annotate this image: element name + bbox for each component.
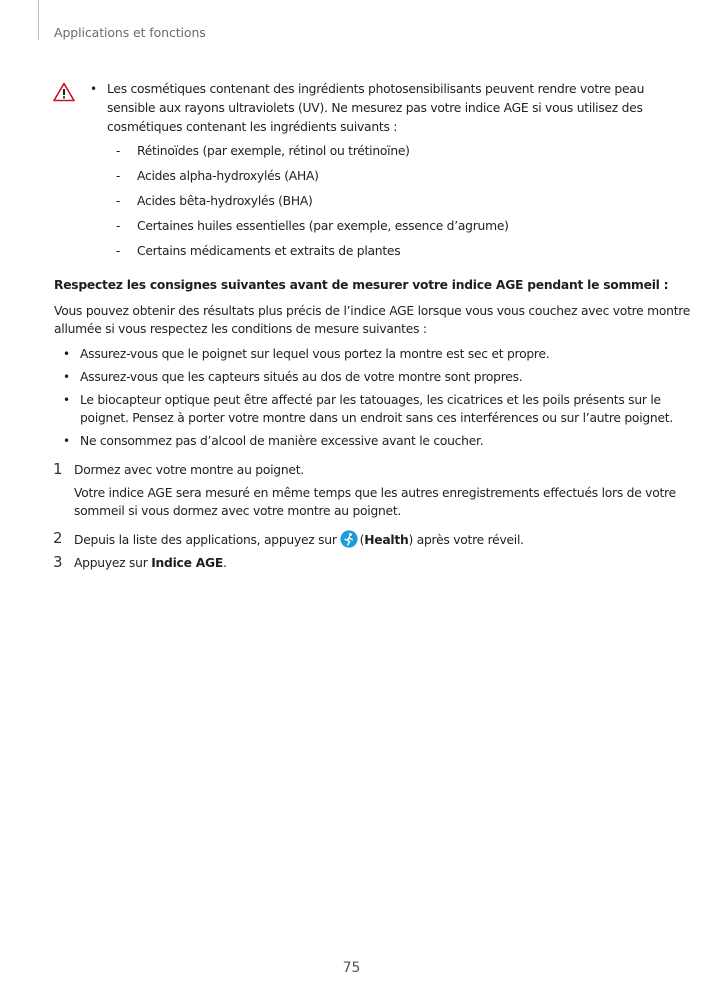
app-name-health: Health <box>364 533 409 547</box>
margin-rule <box>38 0 39 40</box>
bullet-dot: • <box>63 393 71 407</box>
page-number: 75 <box>342 960 361 976</box>
caution-line: sensible aux rayons ultraviolets (UV). Ne mesurez pas votre indice AGE si vous utilisez des <box>107 101 643 115</box>
list-item-continued: poignet. Pensez à porter votre montre dans un endroit sans ces interférences ou sur l’autre poignet. <box>80 411 674 425</box>
dash-marker: - <box>116 144 121 158</box>
step-text-before: Depuis la liste des applications, appuyez sur <box>74 533 337 547</box>
intro-line: Vous pouvez obtenir des résultats plus précis de l’indice AGE lorsque vous vous couchez avec votre montre <box>54 304 691 318</box>
list-item: Ne consommez pas d’alcool de manière excessive avant le coucher. <box>80 434 484 448</box>
bullet-dot: • <box>63 347 71 361</box>
sub-item: Certaines huiles essentielles (par exemple, essence d’agrume) <box>137 219 509 233</box>
sub-item: Acides bêta-hydroxylés (BHA) <box>137 194 313 208</box>
bullet-dot: • <box>63 370 71 384</box>
step-text-before: Appuyez sur <box>74 556 148 570</box>
caution-line: cosmétiques contenant les ingrédients suivants : <box>107 120 398 134</box>
step-number: 1 <box>53 460 63 478</box>
step-number: 3 <box>53 553 63 571</box>
intro-line: allumée si vous respectez les conditions de mesure suivantes : <box>54 322 427 336</box>
dash-marker: - <box>116 219 121 233</box>
bullet-dot: • <box>63 434 71 448</box>
section-header: Applications et fonctions <box>54 25 206 40</box>
step-detail: sommeil si vous dormez avec votre montre au poignet. <box>74 504 402 518</box>
step-text-after: ) après votre réveil. <box>408 533 524 547</box>
menu-target-indice-age: Indice AGE <box>151 556 223 570</box>
samsung-health-icon <box>340 530 358 548</box>
caution-triangle-icon <box>53 82 75 102</box>
step-text: Dormez avec votre montre au poignet. <box>74 463 304 477</box>
caution-line: Les cosmétiques contenant des ingrédients photosensibilisants peuvent rendre votre peau <box>107 82 645 96</box>
step-number: 2 <box>53 529 63 547</box>
step-detail: Votre indice AGE sera mesuré en même temps que les autres enregistrements effectués lors de votre <box>74 486 676 500</box>
sub-item: Acides alpha-hydroxylés (AHA) <box>137 169 319 183</box>
paren-open: ( <box>359 533 365 547</box>
dash-marker: - <box>116 244 121 258</box>
step-text <box>74 530 524 551</box>
step-text <box>74 554 227 574</box>
sub-item: Rétinoïdes (par exemple, rétinol ou trétinoïne) <box>137 144 410 158</box>
step-text-after: . <box>222 556 227 570</box>
sub-item: Certains médicaments et extraits de plantes <box>137 244 401 258</box>
section-heading: Respectez les consignes suivantes avant de mesurer votre indice AGE pendant le sommeil : <box>54 278 669 292</box>
bullet-dot: • <box>90 82 98 96</box>
list-item: Le biocapteur optique peut être affecté par les tatouages, les cicatrices et les poils présents sur le <box>80 393 661 407</box>
list-item: Assurez-vous que le poignet sur lequel vous portez la montre est sec et propre. <box>80 347 550 361</box>
dash-marker: - <box>116 194 121 208</box>
list-item: Assurez-vous que les capteurs situés au dos de votre montre sont propres. <box>80 370 523 384</box>
dash-marker: - <box>116 169 121 183</box>
